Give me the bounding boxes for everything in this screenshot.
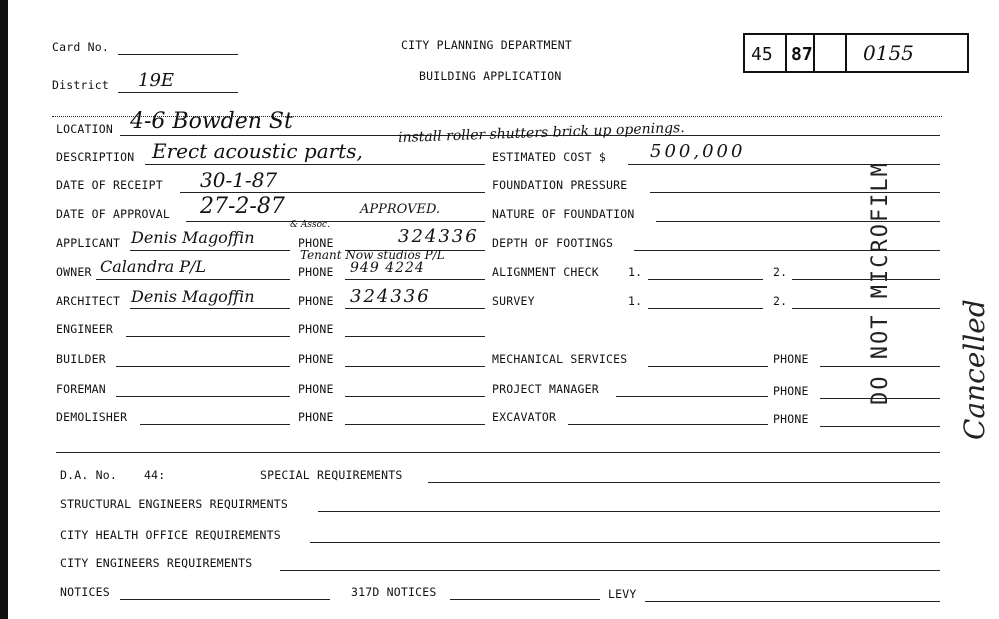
foreman-label: FOREMAN xyxy=(56,382,106,396)
cost-line xyxy=(628,164,940,165)
builder-label: BUILDER xyxy=(56,352,106,366)
description-value: Erect acoustic parts, xyxy=(152,139,363,163)
demolisher-label: DEMOLISHER xyxy=(56,410,128,424)
notices-317d-line xyxy=(450,599,600,600)
depth-footings-label: DEPTH OF FOOTINGS xyxy=(492,236,614,250)
notices-317d-label: 317D NOTICES xyxy=(351,585,437,599)
survey-1: 1. xyxy=(628,294,643,308)
builder-line xyxy=(116,366,290,367)
district-line xyxy=(118,92,238,93)
depth-footings-line xyxy=(634,250,940,251)
excavator-phone-line xyxy=(820,426,940,427)
owner-phone-value: 949 4224 xyxy=(350,260,425,276)
survey-2-line xyxy=(792,308,940,309)
demolisher-line xyxy=(140,424,290,425)
date-approval-value: 27-2-87 xyxy=(200,194,285,219)
estimated-cost-value: 500,000 xyxy=(650,141,746,162)
foundation-pressure-label: FOUNDATION PRESSURE xyxy=(492,178,628,192)
card-no-label: Card No. xyxy=(52,40,109,54)
date-approval-label: DATE OF APPROVAL xyxy=(56,207,170,221)
builder-phone-line xyxy=(345,366,485,367)
alignment-1: 1. xyxy=(628,265,643,279)
date-receipt-label: DATE OF RECEIPT xyxy=(56,178,163,192)
mechanical-phone-label: PHONE xyxy=(773,352,809,366)
ref-a: 45 xyxy=(751,44,773,65)
approved-note: APPROVED. xyxy=(360,202,441,217)
card-left-edge xyxy=(0,0,8,619)
architect-phone-line xyxy=(345,308,485,309)
reference-number-box xyxy=(743,33,969,73)
architect-line xyxy=(130,308,290,309)
project-manager-line xyxy=(616,396,768,397)
description-addendum: install roller shutters brick up openings. xyxy=(397,120,685,146)
owner-value: Calandra P/L xyxy=(100,257,207,276)
dept-title: CITY PLANNING DEPARTMENT xyxy=(401,38,572,52)
ref-b: 87 xyxy=(791,44,813,65)
architect-phone-value: 324336 xyxy=(350,286,431,307)
mechanical-label: MECHANICAL SERVICES xyxy=(492,352,628,366)
estimated-cost-label: ESTIMATED COST $ xyxy=(492,150,606,164)
owner-phone-line xyxy=(345,279,485,280)
foreman-line xyxy=(116,396,290,397)
levy-label: LEVY xyxy=(608,587,637,601)
structural-label: STRUCTURAL ENGINEERS REQUIRMENTS xyxy=(60,497,288,511)
demolisher-phone-label: PHONE xyxy=(298,410,334,424)
card-no-line xyxy=(118,54,238,55)
date-approval-line xyxy=(186,221,485,222)
ref-c: 0155 xyxy=(863,41,914,65)
special-line xyxy=(428,482,940,483)
notices-line xyxy=(120,599,330,600)
description-label: DESCRIPTION xyxy=(56,150,135,164)
district-label: District xyxy=(52,78,109,92)
city-eng-line xyxy=(280,570,940,571)
applicant-note: & Assoc. xyxy=(290,220,330,230)
nature-foundation-line xyxy=(656,221,940,222)
excavator-phone-label: PHONE xyxy=(773,412,809,426)
health-line xyxy=(310,542,940,543)
nature-foundation-label: NATURE OF FOUNDATION xyxy=(492,207,635,221)
project-manager-label: PROJECT MANAGER xyxy=(492,382,599,396)
cancelled-signature: Cancelled xyxy=(958,299,991,440)
alignment-2: 2. xyxy=(773,265,788,279)
architect-phone-label: PHONE xyxy=(298,294,334,308)
structural-line xyxy=(318,511,940,512)
da-label: D.A. No. xyxy=(60,468,117,482)
form-title: BUILDING APPLICATION xyxy=(419,69,562,83)
project-manager-phone-label: PHONE xyxy=(773,384,809,398)
survey-label: SURVEY xyxy=(492,294,535,308)
owner-phone-label: PHONE xyxy=(298,265,334,279)
applicant-value: Denis Magoffin xyxy=(131,228,255,247)
owner-line xyxy=(96,279,290,280)
builder-phone-label: PHONE xyxy=(298,352,334,366)
date-receipt-line xyxy=(180,192,485,193)
location-label: LOCATION xyxy=(56,122,113,136)
engineer-phone-line xyxy=(345,336,485,337)
engineer-line xyxy=(126,336,290,337)
notices-label: NOTICES xyxy=(60,585,110,599)
engineer-phone-label: PHONE xyxy=(298,322,334,336)
do-not-microfilm-stamp: DO NOT MICROFILM xyxy=(868,161,893,405)
alignment-2-line xyxy=(792,279,940,280)
survey-2: 2. xyxy=(773,294,788,308)
city-eng-label: CITY ENGINEERS REQUIREMENTS xyxy=(60,556,253,570)
description-line xyxy=(145,164,485,165)
section-divider xyxy=(56,452,940,453)
district-value: 19E xyxy=(138,70,175,91)
alignment-label: ALIGNMENT CHECK xyxy=(492,265,599,279)
applicant-phone-value: 324336 xyxy=(398,226,479,247)
architect-label: ARCHITECT xyxy=(56,294,121,308)
applicant-line xyxy=(130,250,290,251)
excavator-label: EXCAVATOR xyxy=(492,410,557,424)
health-label: CITY HEALTH OFFICE REQUIREMENTS xyxy=(60,528,281,542)
demolisher-phone-line xyxy=(345,424,485,425)
foreman-phone-line xyxy=(345,396,485,397)
owner-label: OWNER xyxy=(56,265,92,279)
engineer-label: ENGINEER xyxy=(56,322,113,336)
da-value: 44: xyxy=(144,468,166,482)
survey-1-line xyxy=(648,308,763,309)
special-label: SPECIAL REQUIREMENTS xyxy=(260,468,403,482)
levy-line xyxy=(645,601,940,602)
alignment-1-line xyxy=(648,279,763,280)
tenant-note: Tenant Now studios P/L xyxy=(300,248,445,262)
applicant-label: APPLICANT xyxy=(56,236,121,250)
date-receipt-value: 30-1-87 xyxy=(200,168,278,192)
location-value: 4-6 Bowden St xyxy=(130,109,293,134)
foreman-phone-label: PHONE xyxy=(298,382,334,396)
mechanical-line xyxy=(648,366,768,367)
excavator-line xyxy=(568,424,768,425)
applicant-phone-label: PHONE xyxy=(298,236,334,250)
architect-value: Denis Magoffin xyxy=(131,287,255,306)
foundation-pressure-line xyxy=(650,192,940,193)
